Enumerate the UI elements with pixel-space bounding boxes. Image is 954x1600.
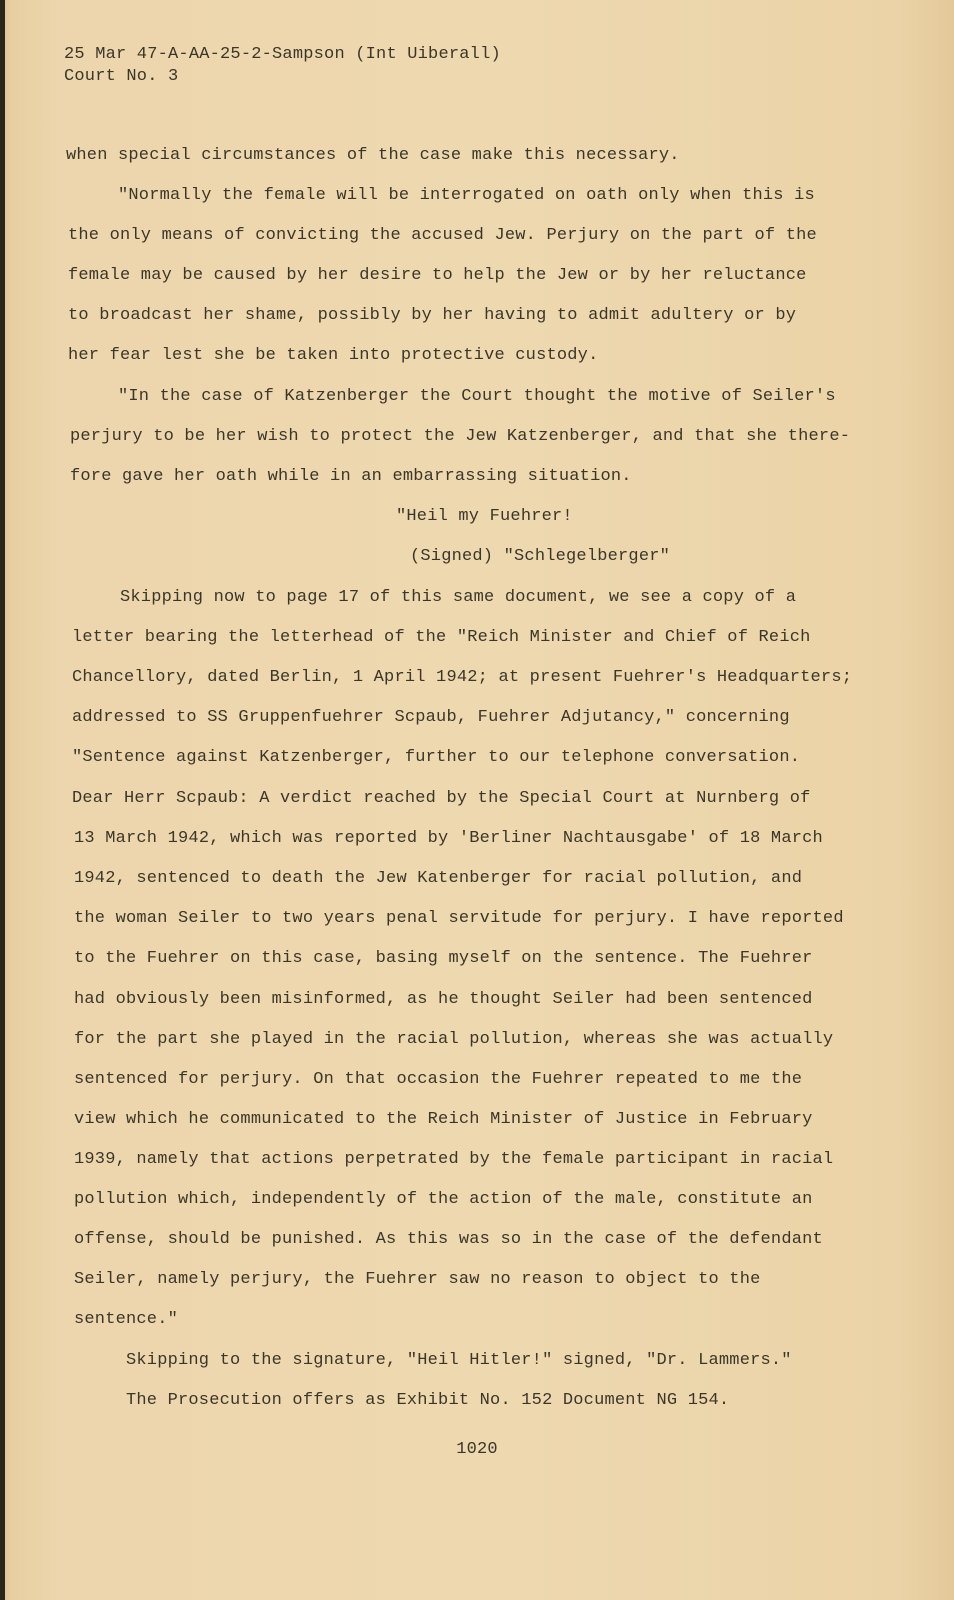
text-line: 1942, sentenced to death the Jew Katenberger for racial pollution, and (74, 869, 803, 888)
header-court-line: Court No. 3 (64, 67, 179, 86)
text-line: Skipping to the signature, "Heil Hitler!" signed, "Dr. Lammers." (126, 1351, 792, 1370)
text-line: Dear Herr Scpaub: A verdict reached by the Special Court at Nurnberg of (72, 789, 811, 808)
closing-salutation: "Heil my Fuehrer! (396, 507, 573, 526)
text-line: had obviously been misinformed, as he thought Seiler had been sentenced (74, 990, 813, 1009)
text-line: Chancellory, dated Berlin, 1 April 1942; at present Fuehrer's Headquarters; (72, 668, 853, 687)
text-line: the woman Seiler to two years penal servitude for perjury. I have reported (74, 909, 844, 928)
text-line: Skipping now to page 17 of this same document, we see a copy of a (120, 588, 797, 607)
text-line: to the Fuehrer on this case, basing myself on the sentence. The Fuehrer (74, 949, 813, 968)
document-header (64, 44, 501, 88)
scan-edge (0, 0, 5, 1600)
text-line: fore gave her oath while in an embarrassing situation. (70, 467, 632, 486)
text-line: her fear lest she be taken into protective custody. (68, 346, 599, 365)
text-line: the only means of convicting the accused Jew. Perjury on the part of the (68, 226, 817, 245)
text-line: view which he communicated to the Reich Minister of Justice in February (74, 1110, 813, 1129)
text-line: The Prosecution offers as Exhibit No. 152 Document NG 154. (126, 1391, 730, 1410)
text-line: addressed to SS Gruppenfuehrer Scpaub, Fuehrer Adjutancy," concerning (72, 708, 790, 727)
text-line: Seiler, namely perjury, the Fuehrer saw no reason to object to the (74, 1270, 761, 1289)
header-session-line: 25 Mar 47-A-AA-25-2-Sampson (Int Uiberall) (64, 45, 501, 64)
page-number: 1020 (456, 1440, 498, 1459)
text-line: pollution which, independently of the action of the male, constitute an (74, 1190, 813, 1209)
text-line: "In the case of Katzenberger the Court thought the motive of Seiler's (118, 387, 836, 406)
text-line: sentence." (74, 1310, 179, 1329)
text-line: for the part she played in the racial pollution, whereas she was actually (74, 1030, 834, 1049)
text-line: when special circumstances of the case make this necessary. (66, 146, 680, 165)
text-line: female may be caused by her desire to help the Jew or by her reluctance (68, 266, 807, 285)
text-line: sentenced for perjury. On that occasion the Fuehrer repeated to me the (74, 1070, 803, 1089)
text-line: letter bearing the letterhead of the "Reich Minister and Chief of Reich (72, 628, 811, 647)
text-line: offense, should be punished. As this was so in the case of the defendant (74, 1230, 823, 1249)
signature-line: (Signed) "Schlegelberger" (410, 547, 671, 566)
text-line: "Sentence against Katzenberger, further to our telephone conversation. (72, 748, 801, 767)
text-line: "Normally the female will be interrogated on oath only when this is (118, 186, 815, 205)
text-line: to broadcast her shame, possibly by her having to admit adultery or by (68, 306, 797, 325)
text-line: 1939, namely that actions perpetrated by the female participant in racial (74, 1150, 834, 1169)
text-line: 13 March 1942, which was reported by 'Berliner Nachtausgabe' of 18 March (74, 829, 823, 848)
text-line: perjury to be her wish to protect the Jew Katzenberger, and that she there- (70, 427, 851, 446)
